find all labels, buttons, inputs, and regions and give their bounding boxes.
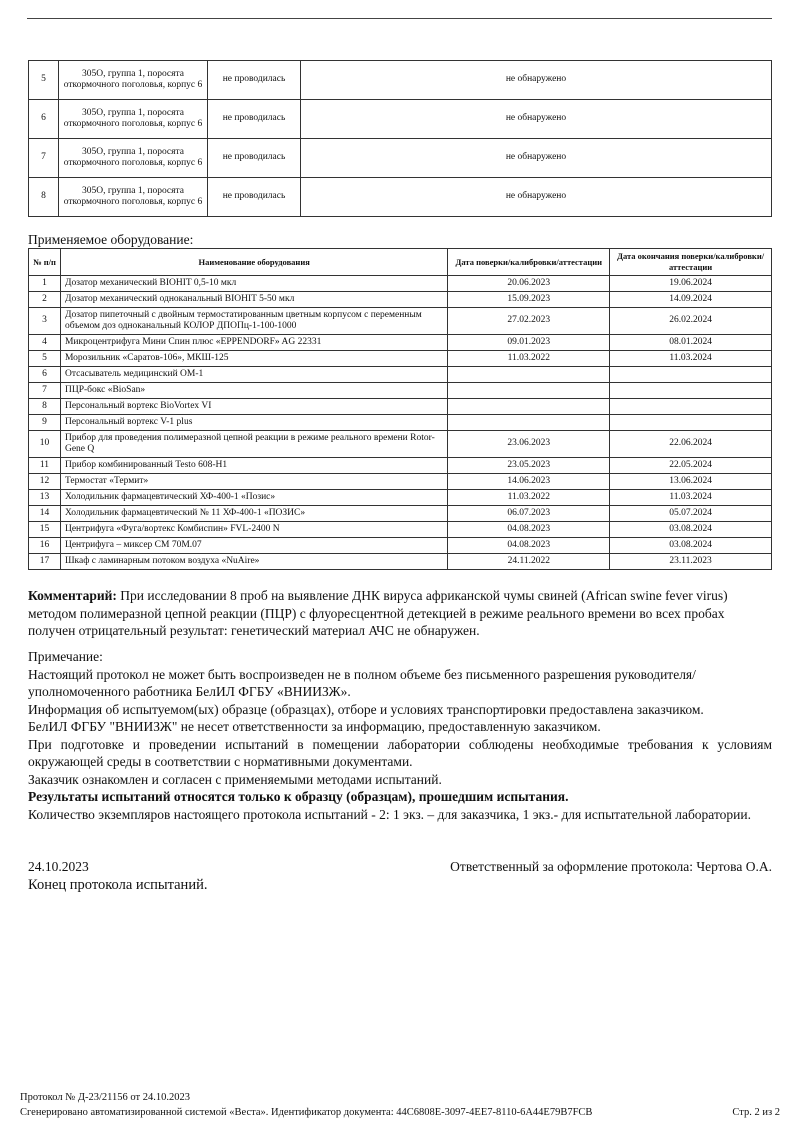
equipment-number: 9 — [29, 415, 61, 431]
samples-results-table — [28, 60, 772, 217]
sample-number: 6 — [29, 100, 59, 139]
equipment-date-start: 20.06.2023 — [448, 276, 610, 292]
equipment-date-end: 22.05.2024 — [610, 458, 772, 474]
equipment-date-start — [448, 383, 610, 399]
equipment-date-end: 19.06.2024 — [610, 276, 772, 292]
equipment-date-start — [448, 367, 610, 383]
sample-description: 305О, группа 1, поросята откормочного поголовья, корпус 6 — [59, 61, 208, 100]
sample-result: не обнаружено — [301, 139, 772, 178]
equipment-number: 8 — [29, 399, 61, 415]
equipment-number: 14 — [29, 506, 61, 522]
table-row — [29, 431, 772, 458]
table-row — [29, 554, 772, 570]
equipment-number: 10 — [29, 431, 61, 458]
table-row — [29, 458, 772, 474]
note-line: Настоящий протокол не может быть воспроизведен не в полном объеме без письменного разрешения руководителя/уполномоченного работника БелИЛ ФГБУ «ВНИИЗЖ». — [28, 666, 696, 699]
equipment-date-end: 03.08.2024 — [610, 522, 772, 538]
table-row — [29, 522, 772, 538]
sample-number: 7 — [29, 139, 59, 178]
note-line: БелИЛ ФГБУ "ВНИИЗЖ" не несет ответственности за информацию, предоставленную заказчиком. — [28, 719, 601, 734]
equipment-name: Холодильник фармацевтический № 11 ХФ-400-1 «ПОЗИС» — [60, 506, 447, 522]
table-row — [29, 383, 772, 399]
equipment-date-end: 11.03.2024 — [610, 351, 772, 367]
equipment-date-start: 04.08.2023 — [448, 522, 610, 538]
equipment-date-start: 15.09.2023 — [448, 292, 610, 308]
header-name: Наименование оборудования — [60, 249, 447, 276]
equipment-number: 16 — [29, 538, 61, 554]
sample-description: 305О, группа 1, поросята откормочного поголовья, корпус 6 — [59, 139, 208, 178]
equipment-date-start: 09.01.2023 — [448, 335, 610, 351]
table-row — [29, 399, 772, 415]
equipment-date-end: 22.06.2024 — [610, 431, 772, 458]
equipment-table — [28, 248, 772, 570]
equipment-number: 11 — [29, 458, 61, 474]
copies-note: Количество экземпляров настоящего протокола испытаний - 2: 1 экз. – для заказчика, 1 экз.- для испытательной лаборатории. — [28, 806, 751, 822]
results-note: Результаты испытаний относятся только к образцу (образцам), прошедшим испытания. — [28, 789, 569, 804]
table-header-row — [29, 249, 772, 276]
equipment-date-start: 04.08.2023 — [448, 538, 610, 554]
equipment-date-start: 14.06.2023 — [448, 474, 610, 490]
footer-generated-by: Сгенерировано автоматизированной системой «Веста». Идентификатор документа: 44C6808E-3097-4EE7-8110-6A44E79B7FCB — [20, 1107, 593, 1118]
sample-result: не обнаружено — [301, 100, 772, 139]
note-line: При подготовке и проведении испытаний в помещении лаборатории соблюдены необходимые требования к условиям окружающей среды в соответствии с нормативными документами. — [28, 736, 772, 769]
table-row — [29, 308, 772, 335]
sample-pcr-status: не проводилась — [208, 61, 301, 100]
equipment-date-end — [610, 383, 772, 399]
equipment-date-start: 23.06.2023 — [448, 431, 610, 458]
table-row — [29, 538, 772, 554]
sample-description: 305О, группа 1, поросята откормочного поголовья, корпус 6 — [59, 178, 208, 217]
table-row — [29, 351, 772, 367]
equipment-name: Холодильник фармацевтический ХФ-400-1 «Позис» — [60, 490, 447, 506]
equipment-date-start: 27.02.2023 — [448, 308, 610, 335]
equipment-name: Термостат «Термит» — [60, 474, 447, 490]
footer-protocol-number: Протокол № Д-23/21156 от 24.10.2023 — [20, 1092, 190, 1103]
equipment-date-end: 26.02.2024 — [610, 308, 772, 335]
sample-number: 8 — [29, 178, 59, 217]
equipment-number: 4 — [29, 335, 61, 351]
responsible-person: Ответственный за оформление протокола: Чертова О.А. — [450, 859, 772, 874]
table-row — [29, 61, 772, 100]
equipment-name: Прибор комбинированный Testo 608-H1 — [60, 458, 447, 474]
sample-result: не обнаружено — [301, 178, 772, 217]
table-row — [29, 490, 772, 506]
equipment-date-start — [448, 415, 610, 431]
notes-section — [28, 648, 772, 823]
equipment-name: ПЦР-бокс «BioSan» — [60, 383, 447, 399]
equipment-name: Прибор для проведения полимеразной цепной реакции в режиме реального времени Rotor-Gene Q — [60, 431, 447, 458]
equipment-section-title: Применяемое оборудование: — [28, 232, 194, 247]
table-row — [29, 292, 772, 308]
equipment-number: 13 — [29, 490, 61, 506]
equipment-name: Дозатор пипеточный с двойным термостатированным цветным корпусом с переменным объемом доз одноканальный КОЛОР ДПОПц-1-100-1000 — [60, 308, 447, 335]
equipment-name: Центрифуга «Фуга/вортекс Комбиспин» FVL-2400 N — [60, 522, 447, 538]
header-date-end: Дата окончания поверки/калибровки/аттестации — [610, 249, 772, 276]
header-date-start: Дата поверки/калибровки/аттестации — [448, 249, 610, 276]
table-row — [29, 178, 772, 217]
protocol-date: 24.10.2023 — [28, 859, 89, 874]
table-row — [29, 276, 772, 292]
comment-label: Комментарий: — [28, 588, 117, 603]
equipment-date-end: 11.03.2024 — [610, 490, 772, 506]
equipment-number: 12 — [29, 474, 61, 490]
equipment-date-end: 23.11.2023 — [610, 554, 772, 570]
sample-pcr-status: не проводилась — [208, 100, 301, 139]
equipment-date-end: 13.06.2024 — [610, 474, 772, 490]
equipment-number: 17 — [29, 554, 61, 570]
comment-text: При исследовании 8 проб на выявление ДНК вируса африканской чумы свиней (African swine fever virus) методом полимеразной цепной реакции (ПЦР) с флуоресцентной детекцией в режиме реального времени во всех пробах получен отрицательный результат: генетический материал АЧС не обнаружен. — [28, 588, 728, 638]
equipment-number: 1 — [29, 276, 61, 292]
sample-result: не обнаружено — [301, 61, 772, 100]
equipment-number: 7 — [29, 383, 61, 399]
table-row — [29, 367, 772, 383]
equipment-number: 5 — [29, 351, 61, 367]
equipment-name: Шкаф с ламинарным потоком воздуха «NuAire» — [60, 554, 447, 570]
equipment-name: Дозатор механический одноканальный BIOHIT 5-50 мкл — [60, 292, 447, 308]
equipment-name: Морозильник «Саратов-106», МКШ-125 — [60, 351, 447, 367]
equipment-date-start: 11.03.2022 — [448, 351, 610, 367]
table-row — [29, 474, 772, 490]
equipment-date-end: 03.08.2024 — [610, 538, 772, 554]
table-row — [29, 139, 772, 178]
equipment-date-end: 14.09.2024 — [610, 292, 772, 308]
equipment-date-start — [448, 399, 610, 415]
equipment-date-end — [610, 415, 772, 431]
equipment-date-end: 08.01.2024 — [610, 335, 772, 351]
table-row — [29, 415, 772, 431]
equipment-date-start: 11.03.2022 — [448, 490, 610, 506]
equipment-date-start: 24.11.2022 — [448, 554, 610, 570]
equipment-number: 6 — [29, 367, 61, 383]
sample-pcr-status: не проводилась — [208, 178, 301, 217]
comment-paragraph — [28, 587, 772, 640]
table-row — [29, 335, 772, 351]
table-row — [29, 100, 772, 139]
equipment-name: Персональный вортекс BioVortex VI — [60, 399, 447, 415]
equipment-date-start: 06.07.2023 — [448, 506, 610, 522]
equipment-name: Дозатор механический BIOHIT 0,5-10 мкл — [60, 276, 447, 292]
sample-pcr-status: не проводилась — [208, 139, 301, 178]
page-top-rule — [27, 18, 772, 19]
sample-number: 5 — [29, 61, 59, 100]
equipment-name: Микроцентрифуга Мини Спин плюс «EPPENDORF» AG 22331 — [60, 335, 447, 351]
equipment-date-end — [610, 367, 772, 383]
equipment-name: Персональный вортекс V-1 plus — [60, 415, 447, 431]
note-line: Информация об испытуемом(ых) образце (образцах), отборе и условиях транспортировки предоставлена заказчиком. — [28, 701, 704, 717]
footer-page-number: Стр. 2 из 2 — [732, 1107, 780, 1118]
protocol-end: Конец протокола испытаний. — [28, 877, 208, 893]
note-line: Заказчик ознакомлен и согласен с применяемыми методами испытаний. — [28, 771, 442, 787]
equipment-number: 2 — [29, 292, 61, 308]
equipment-date-end — [610, 399, 772, 415]
table-row — [29, 506, 772, 522]
equipment-name: Центрифуга – миксер CM 70M.07 — [60, 538, 447, 554]
equipment-number: 3 — [29, 308, 61, 335]
header-num: № п/п — [29, 249, 61, 276]
sample-description: 305О, группа 1, поросята откормочного поголовья, корпус 6 — [59, 100, 208, 139]
equipment-date-end: 05.07.2024 — [610, 506, 772, 522]
equipment-date-start: 23.05.2023 — [448, 458, 610, 474]
equipment-number: 15 — [29, 522, 61, 538]
notes-title: Примечание: — [28, 649, 103, 664]
equipment-name: Отсасыватель медицинский ОМ-1 — [60, 367, 447, 383]
